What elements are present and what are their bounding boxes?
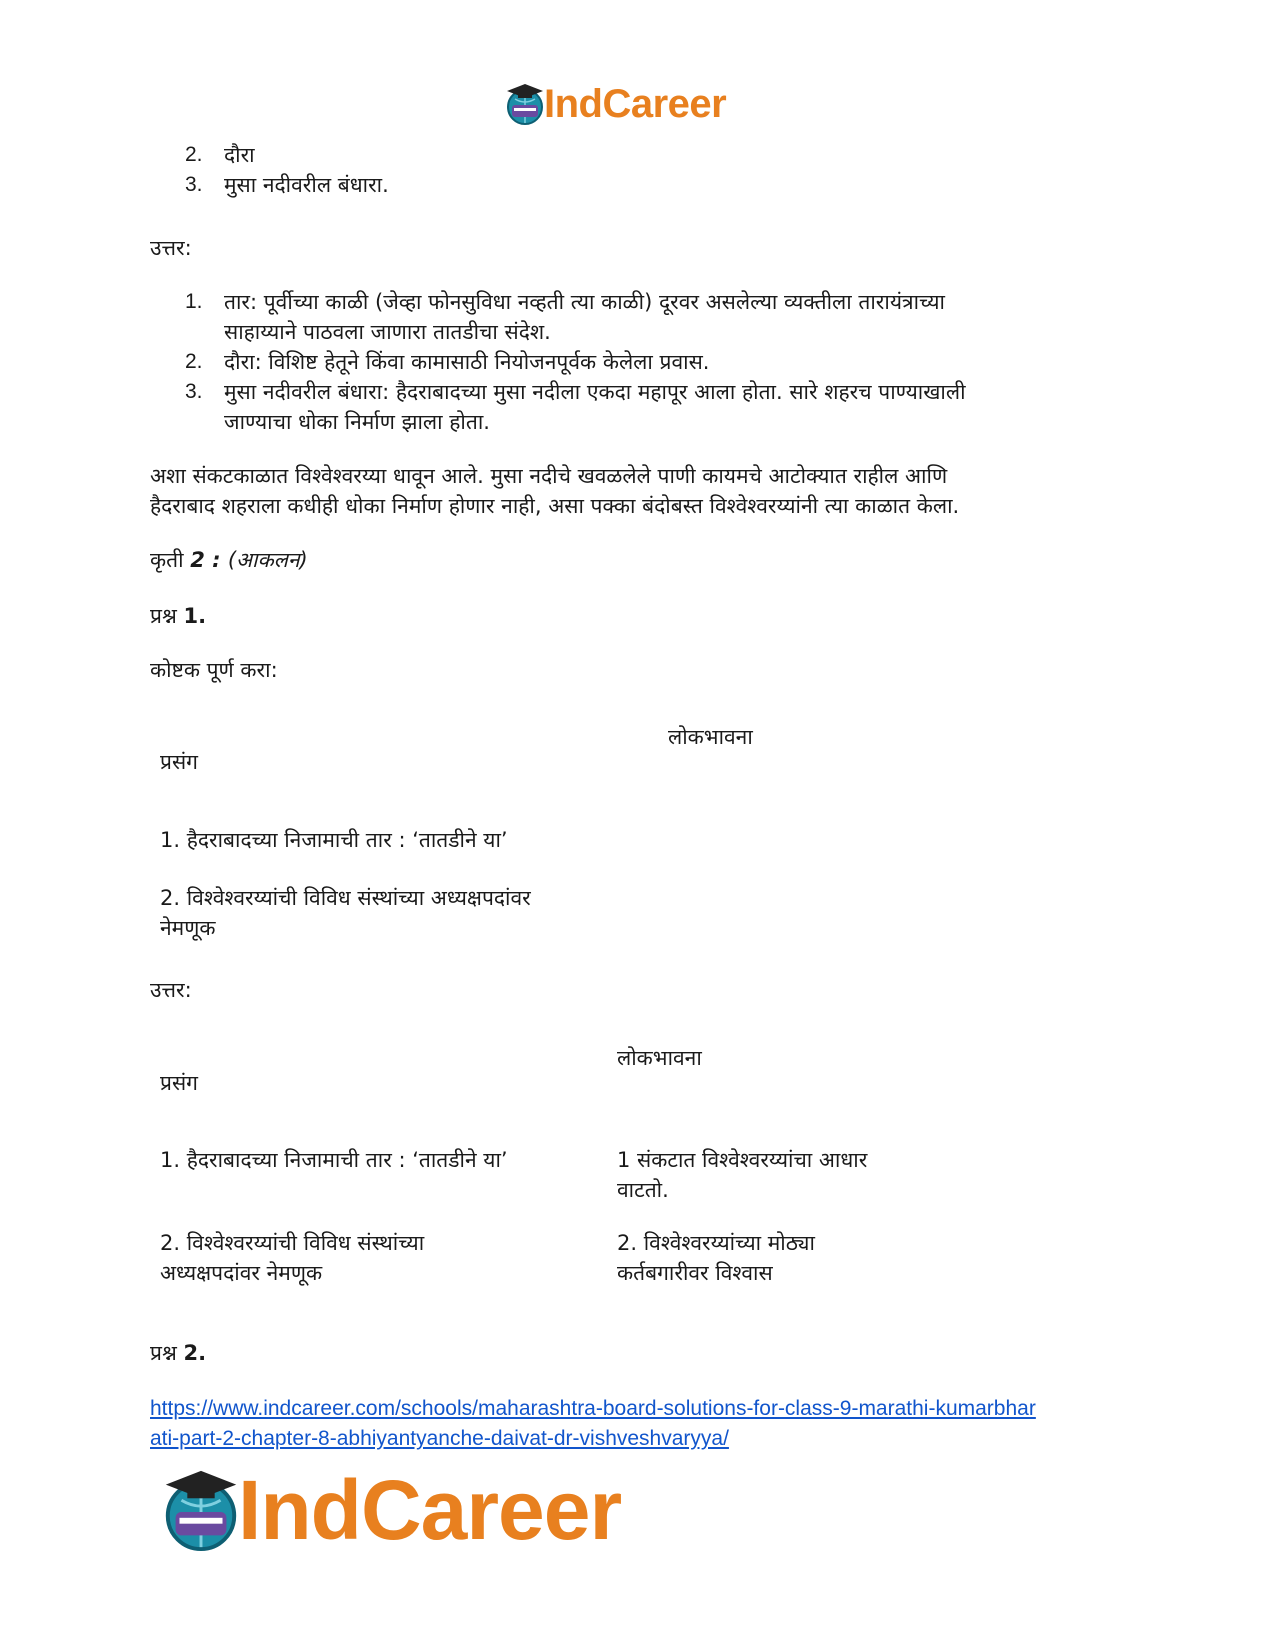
graduate-cap-globe-icon: [503, 82, 547, 126]
question-heading: प्रश्न 2.: [150, 1341, 207, 1365]
list-item-line: मुसा नदीवरील बंधारा: हैदराबादच्या मुसा नदीला एकदा महापूर आला होता. सारे शहरच पाण्याखाली: [224, 380, 966, 404]
list-item: मुसा नदीवरील बंधारा.: [224, 173, 389, 197]
source-link[interactable]: https://www.indcareer.com/schools/maharashtra-board-solutions-for-class-9-marathi-kumarbhar: [150, 1397, 1036, 1420]
table-cell: 2. विश्वेश्वरय्यांची विविध संस्थांच्या: [160, 1231, 425, 1255]
table-header-prasang: प्रसंग: [160, 1071, 198, 1095]
brand-name: IndCareer: [238, 1463, 622, 1557]
paragraph-line: हैदराबाद शहराला कधीही धोका निर्माण होणार नाही, असा पक्का बंदोबस्त विश्वेश्वरय्यांनी त्या काळात केला.: [150, 494, 960, 518]
question-heading: प्रश्न 1.: [150, 604, 207, 628]
list-item-line: दौरा: विशिष्ट हेतूने किंवा कामासाठी नियोजनपूर्वक केलेला प्रवास.: [224, 350, 710, 374]
instruction-text: कोष्टक पूर्ण करा:: [150, 658, 278, 682]
graduate-cap-globe-icon: [158, 1467, 244, 1553]
table-header-prasang: प्रसंग: [160, 750, 198, 774]
list-number: 2.: [185, 350, 203, 373]
table-cell: कर्तबगारीवर विश्वास: [617, 1261, 773, 1285]
header-logo: [503, 80, 726, 128]
table-cell: 2. विश्वेश्वरय्यांची विविध संस्थांच्या अध्यक्षपदांवर: [160, 886, 531, 910]
list-item-line: जाण्याचा धोका निर्माण झाला होता.: [224, 410, 490, 434]
answer-label: उत्तर:: [150, 236, 192, 260]
source-link[interactable]: ati-part-2-chapter-8-abhiyantyanche-daivat-dr-vishveshvaryya/: [150, 1427, 729, 1450]
paragraph-line: अशा संकटकाळात विश्वेश्वरय्या धावून आले. मुसा नदीचे खवळलेले पाणी कायमचे आटोक्यात राहील आणि: [150, 464, 948, 488]
list-item: दौरा: [224, 143, 255, 167]
list-item-line: साहाय्याने पाठवला जाणारा तातडीचा संदेश.: [224, 320, 551, 344]
activity-heading: कृती 2 : (आकलन): [150, 548, 308, 572]
list-item-line: तार: पूर्वीच्या काळी (जेव्हा फोनसुविधा नव्हती त्या काळी) दूरवर असलेल्या व्यक्तीला तारायंत्राच्या: [224, 290, 945, 314]
table-header-lokbhavana: लोकभावना: [617, 1046, 702, 1070]
table-cell: वाटतो.: [617, 1178, 669, 1202]
table-cell: नेमणूक: [160, 916, 216, 940]
table-cell: 1. हैदराबादच्या निजामाची तार : ‘तातडीने या’: [160, 828, 508, 852]
brand-name: IndCareer: [544, 82, 727, 126]
list-number: 1.: [185, 290, 203, 313]
answer-label: उत्तर:: [150, 978, 192, 1002]
table-cell: 2. विश्वेश्वरय्यांच्या मोठ्या: [617, 1231, 815, 1255]
list-number: 3.: [185, 380, 203, 403]
table-cell: 1 संकटात विश्वेश्वरय्यांचा आधार: [617, 1148, 868, 1172]
table-cell: 1. हैदराबादच्या निजामाची तार : ‘तातडीने या’: [160, 1148, 508, 1172]
list-number: 2.: [185, 143, 203, 166]
footer-logo: [158, 1465, 621, 1555]
table-header-lokbhavana: लोकभावना: [668, 725, 753, 749]
list-number: 3.: [185, 173, 203, 196]
table-cell: अध्यक्षपदांवर नेमणूक: [160, 1261, 323, 1285]
